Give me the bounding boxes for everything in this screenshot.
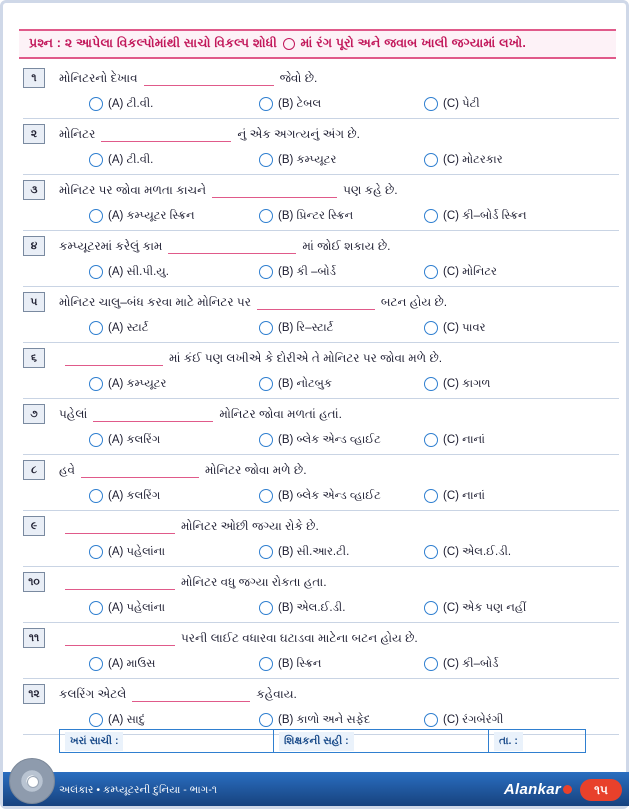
option-row bbox=[59, 203, 619, 229]
option-label: (B) પ્રિન્ટર સ્ક્રિન bbox=[278, 209, 354, 222]
question-text-before: મોનિટરનો દેખાવ bbox=[59, 70, 138, 85]
question-text-before: કલરિંગ એટલે bbox=[59, 686, 127, 701]
question-number: ૩ bbox=[23, 180, 45, 200]
question-item bbox=[30, 401, 619, 455]
option-b[interactable] bbox=[259, 433, 424, 447]
option-label: (B) બ્લેક એન્ડ વ્હાઈટ bbox=[278, 489, 381, 502]
question-text-after: કહેવાય. bbox=[256, 686, 297, 701]
question-text-row bbox=[30, 401, 619, 427]
option-a[interactable] bbox=[89, 377, 259, 391]
option-label: (A) સ્ટાર્ટ bbox=[108, 321, 149, 334]
question-text-before: હવે bbox=[59, 462, 76, 477]
answer-blank[interactable] bbox=[65, 351, 163, 366]
question-text-after: માં કંઈ પણ લખીએ કે દોરીએ તે મોનિટર પર જોવા મળે છે. bbox=[169, 350, 443, 365]
option-bubble-icon[interactable] bbox=[259, 321, 273, 335]
question-text-row bbox=[31, 65, 619, 91]
option-row bbox=[59, 483, 619, 509]
option-a[interactable] bbox=[89, 321, 259, 335]
option-label: (B) કી –બોર્ડ bbox=[278, 265, 336, 278]
question-text-row bbox=[28, 625, 619, 651]
option-bubble-icon[interactable] bbox=[89, 545, 103, 559]
option-bubble-icon[interactable] bbox=[89, 265, 103, 279]
question-number: ૬ bbox=[23, 348, 45, 368]
option-bubble-icon[interactable] bbox=[89, 321, 103, 335]
option-label: (B) કાળો અને સફેદ bbox=[278, 713, 371, 726]
question-text-after: મોનિટર વધુ જગ્યા રોકતા હતા. bbox=[181, 574, 327, 589]
divider bbox=[23, 174, 619, 175]
option-a[interactable] bbox=[89, 545, 259, 559]
question-number: ૧૦ bbox=[23, 572, 45, 592]
option-a[interactable] bbox=[89, 265, 259, 279]
answer-blank[interactable] bbox=[65, 519, 175, 534]
option-bubble-icon[interactable] bbox=[89, 601, 103, 615]
option-bubble-icon[interactable] bbox=[424, 321, 438, 335]
option-label: (C) કી–બોર્ડ સ્ક્રિન bbox=[443, 209, 527, 222]
divider bbox=[23, 286, 619, 287]
option-label: (B) કમ્પ્યૂટર bbox=[278, 153, 337, 166]
option-c[interactable] bbox=[424, 489, 485, 503]
option-b[interactable] bbox=[259, 545, 424, 559]
option-bubble-icon[interactable] bbox=[259, 433, 273, 447]
option-bubble-icon[interactable] bbox=[424, 713, 438, 727]
question-item bbox=[31, 345, 619, 399]
question-item bbox=[30, 177, 619, 231]
divider bbox=[23, 230, 619, 231]
answer-blank[interactable] bbox=[144, 71, 274, 86]
option-a[interactable] bbox=[89, 153, 259, 167]
question-number: ૧૨ bbox=[23, 684, 45, 704]
question-text-row bbox=[31, 457, 619, 483]
option-a[interactable] bbox=[89, 713, 259, 727]
option-b[interactable] bbox=[259, 377, 424, 391]
option-a[interactable] bbox=[89, 433, 259, 447]
option-bubble-icon[interactable] bbox=[424, 433, 438, 447]
option-label: (C) કી–બોર્ડ bbox=[443, 657, 499, 670]
question-item bbox=[30, 233, 619, 287]
question-text-after: માં જોઈ શકાય છે. bbox=[302, 238, 391, 253]
answer-blank[interactable] bbox=[93, 407, 213, 422]
question-number: ૪ bbox=[23, 236, 45, 256]
question-item bbox=[28, 625, 619, 679]
option-label: (C) નાનાં bbox=[443, 433, 485, 446]
cd-icon bbox=[9, 758, 55, 804]
option-bubble-icon[interactable] bbox=[89, 377, 103, 391]
option-a[interactable] bbox=[89, 97, 259, 111]
option-c[interactable] bbox=[424, 97, 480, 111]
question-item bbox=[28, 681, 619, 735]
divider bbox=[23, 342, 619, 343]
option-label: (C) કાગળ bbox=[443, 377, 491, 390]
question-text-row bbox=[28, 569, 619, 595]
question-heading bbox=[19, 29, 616, 59]
option-label: (A) કમ્પ્યૂટર સ્ક્રિન bbox=[108, 209, 195, 222]
option-bubble-icon[interactable] bbox=[424, 377, 438, 391]
question-text-after: મોનિટર જોવા મળતાં હતાં. bbox=[219, 406, 342, 421]
divider bbox=[23, 566, 619, 567]
option-c[interactable] bbox=[424, 601, 526, 615]
question-item bbox=[31, 65, 619, 119]
option-label: (A) સાદું bbox=[108, 713, 146, 726]
option-bubble-icon[interactable] bbox=[259, 377, 273, 391]
question-text-after: મોનિટર જોવા મળે છે. bbox=[205, 462, 307, 477]
option-label: (B) બ્લેક એન્ડ વ્હાઈટ bbox=[278, 433, 381, 446]
option-bubble-icon[interactable] bbox=[89, 153, 103, 167]
option-bubble-icon[interactable] bbox=[259, 209, 273, 223]
option-label: (B) નોટબુક bbox=[278, 377, 333, 390]
answer-blank[interactable] bbox=[132, 687, 250, 702]
chapter-title: અલંકાર • કમ્પ્યૂટરની દુનિયા - ભાગ-૧ bbox=[59, 784, 217, 796]
question-number: ૧૧ bbox=[23, 628, 45, 648]
option-b[interactable] bbox=[259, 153, 424, 167]
date-cell[interactable] bbox=[489, 730, 585, 752]
question-text-row bbox=[31, 345, 619, 371]
option-bubble-icon[interactable] bbox=[259, 713, 273, 727]
question-text-row bbox=[28, 681, 619, 707]
option-bubble-icon[interactable] bbox=[424, 601, 438, 615]
option-row bbox=[59, 371, 619, 397]
option-bubble-icon[interactable] bbox=[259, 153, 273, 167]
question-text-after: નું એક અગત્યનું અંગ છે. bbox=[237, 126, 360, 141]
option-c[interactable] bbox=[424, 713, 503, 727]
question-item bbox=[28, 569, 619, 623]
question-text-row bbox=[30, 289, 619, 315]
option-bubble-icon[interactable] bbox=[424, 657, 438, 671]
option-label: (C) મોટરકાર bbox=[443, 153, 503, 166]
option-b[interactable] bbox=[259, 321, 424, 335]
question-number: ૨ bbox=[23, 124, 45, 144]
option-row bbox=[59, 651, 619, 677]
question-text-after: પણ કહે છે. bbox=[343, 182, 398, 197]
question-item bbox=[30, 121, 619, 175]
question-text-after: જેવો છે. bbox=[279, 70, 318, 85]
question-item bbox=[30, 289, 619, 343]
option-label: (C) નાનાં bbox=[443, 489, 485, 502]
option-bubble-icon[interactable] bbox=[89, 433, 103, 447]
option-b[interactable] bbox=[259, 265, 424, 279]
answer-blank[interactable] bbox=[81, 463, 199, 478]
option-row bbox=[59, 147, 619, 173]
answer-blank[interactable] bbox=[168, 239, 296, 254]
correct-count-label: ખરાં સાચી : bbox=[65, 732, 123, 751]
option-row bbox=[59, 539, 619, 565]
option-row bbox=[59, 91, 619, 117]
option-label: (C) પાવર bbox=[443, 321, 486, 334]
option-label: (A) પહેલાંના bbox=[108, 545, 166, 558]
correct-count-cell[interactable] bbox=[60, 730, 274, 752]
option-c[interactable] bbox=[424, 209, 527, 223]
option-b[interactable] bbox=[259, 657, 424, 671]
answer-blank[interactable] bbox=[212, 183, 337, 198]
option-row bbox=[59, 595, 619, 621]
option-bubble-icon[interactable] bbox=[424, 265, 438, 279]
question-number: ૯ bbox=[23, 516, 45, 536]
option-label: (B) રિ–સ્ટાર્ટ bbox=[278, 321, 334, 334]
question-text-before: મોનિટર ચાલુ–બંધ કરવા માટે મોનિટર પર bbox=[59, 294, 251, 309]
option-row bbox=[59, 259, 619, 285]
option-bubble-icon[interactable] bbox=[89, 97, 103, 111]
question-number: ૭ bbox=[23, 404, 45, 424]
option-b[interactable] bbox=[259, 209, 424, 223]
option-c[interactable] bbox=[424, 657, 498, 671]
option-label: (C) રંગબેરંગી bbox=[443, 713, 504, 726]
option-c[interactable] bbox=[424, 265, 497, 279]
option-bubble-icon[interactable] bbox=[259, 601, 273, 615]
option-a[interactable] bbox=[89, 209, 259, 223]
divider bbox=[23, 398, 619, 399]
question-text-before: કમ્પ્યૂટરમાં કરેલું કામ bbox=[59, 238, 163, 253]
question-number: ૧ bbox=[23, 68, 45, 88]
date-label: તા. : bbox=[494, 732, 523, 751]
option-c[interactable] bbox=[424, 153, 503, 167]
teacher-signature-cell[interactable] bbox=[274, 730, 489, 752]
option-bubble-icon[interactable] bbox=[259, 545, 273, 559]
question-text-before: પહેલાં bbox=[59, 406, 88, 421]
option-label: (B) સ્ક્રિન bbox=[278, 657, 322, 670]
question-text-after: બટન હોય છે. bbox=[380, 294, 448, 309]
question-item bbox=[31, 457, 619, 511]
option-bubble-icon[interactable] bbox=[424, 209, 438, 223]
brand-name: Alankar bbox=[503, 781, 561, 798]
question-heading-after: માં રંગ પૂરો અને જવાબ ખાલી જગ્યામાં લખો. bbox=[300, 36, 527, 50]
option-a[interactable] bbox=[89, 657, 259, 671]
option-label: (A) માઉસ bbox=[108, 657, 156, 670]
divider bbox=[23, 678, 619, 679]
question-text-after: પરની લાઈટ વધારવા ઘટાડવા માટેના બટન હોય છે. bbox=[181, 630, 418, 645]
circle-icon bbox=[283, 38, 295, 50]
option-c[interactable] bbox=[424, 321, 486, 335]
option-b[interactable] bbox=[259, 713, 424, 727]
option-label: (A) કમ્પ્યૂટર bbox=[108, 377, 167, 390]
answer-blank[interactable] bbox=[101, 127, 231, 142]
question-list bbox=[28, 65, 619, 737]
option-bubble-icon[interactable] bbox=[259, 657, 273, 671]
option-bubble-icon[interactable] bbox=[89, 713, 103, 727]
option-label: (C) મોનિટર bbox=[443, 265, 497, 278]
answer-footer-row bbox=[59, 729, 586, 753]
divider bbox=[23, 510, 619, 511]
option-label: (C) એલ.ઈ.ડી. bbox=[443, 545, 512, 558]
question-text-before: મોનિટર પર જોવા મળતા કાચને bbox=[59, 182, 207, 197]
option-label: (A) સી.પી.યુ. bbox=[108, 265, 169, 278]
option-b[interactable] bbox=[259, 601, 424, 615]
option-c[interactable] bbox=[424, 433, 485, 447]
divider bbox=[23, 118, 619, 119]
page-footer bbox=[3, 772, 629, 806]
question-text-before: મોનિટર bbox=[59, 126, 96, 141]
question-text-after: મોનિટર ઓછી જગ્યા રોકે છે. bbox=[181, 518, 319, 533]
option-a[interactable] bbox=[89, 601, 259, 615]
brand-dot-icon bbox=[563, 785, 572, 794]
option-bubble-icon[interactable] bbox=[89, 209, 103, 223]
option-b[interactable] bbox=[259, 489, 424, 503]
question-text-row bbox=[30, 513, 619, 539]
option-c[interactable] bbox=[424, 545, 511, 559]
option-b[interactable] bbox=[259, 97, 424, 111]
option-c[interactable] bbox=[424, 377, 490, 391]
option-label: (A) પહેલાંના bbox=[108, 601, 166, 614]
question-text-row bbox=[30, 121, 619, 147]
option-label: (A) કલરિંગ bbox=[108, 433, 161, 446]
divider bbox=[23, 454, 619, 455]
option-label: (C) પેટી bbox=[443, 97, 480, 110]
divider bbox=[23, 622, 619, 623]
option-row bbox=[59, 315, 619, 341]
option-label: (B) સી.આર.ટી. bbox=[278, 545, 350, 558]
teacher-signature-label: શિક્ષકની સહી : bbox=[279, 732, 354, 751]
option-row bbox=[59, 427, 619, 453]
option-bubble-icon[interactable] bbox=[89, 657, 103, 671]
option-bubble-icon[interactable] bbox=[424, 545, 438, 559]
option-bubble-icon[interactable] bbox=[259, 97, 273, 111]
page-number: ૧૫ bbox=[580, 779, 622, 801]
answer-blank[interactable] bbox=[65, 631, 175, 646]
option-label: (A) ટી.વી. bbox=[108, 153, 154, 166]
question-text-row bbox=[30, 233, 619, 259]
option-bubble-icon[interactable] bbox=[259, 265, 273, 279]
question-heading-before: પ્રશ્ન : ૨ આપેલા વિકલ્પોમાંથી સાચો વિકલ્પ શોધી bbox=[29, 36, 278, 50]
option-bubble-icon[interactable] bbox=[424, 97, 438, 111]
answer-blank[interactable] bbox=[257, 295, 375, 310]
option-bubble-icon[interactable] bbox=[89, 489, 103, 503]
option-label: (C) એક પણ નહીં bbox=[443, 601, 527, 614]
option-label: (B) એલ.ઈ.ડી. bbox=[278, 601, 346, 614]
brand-logo bbox=[504, 781, 572, 798]
option-label: (A) કલરિંગ bbox=[108, 489, 161, 502]
question-item bbox=[30, 513, 619, 567]
answer-blank[interactable] bbox=[65, 575, 175, 590]
option-bubble-icon[interactable] bbox=[424, 489, 438, 503]
option-bubble-icon[interactable] bbox=[259, 489, 273, 503]
option-label: (B) ટેબલ bbox=[278, 97, 322, 110]
question-number: ૫ bbox=[23, 292, 45, 312]
question-number: ૮ bbox=[23, 460, 45, 480]
option-a[interactable] bbox=[89, 489, 259, 503]
question-text-row bbox=[30, 177, 619, 203]
option-bubble-icon[interactable] bbox=[424, 153, 438, 167]
option-label: (A) ટી.વી. bbox=[108, 97, 154, 110]
